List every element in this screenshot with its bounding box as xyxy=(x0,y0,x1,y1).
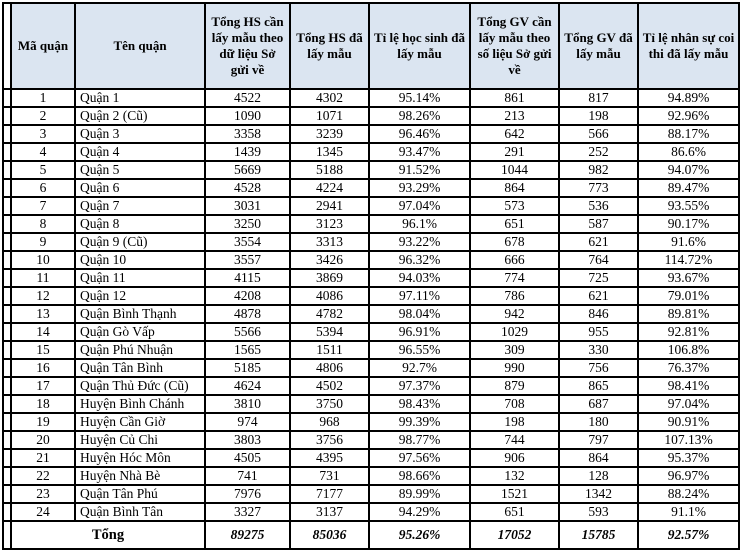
cell-ti-le-gv: 76.37% xyxy=(638,359,739,377)
cell-tong-hs-da: 4502 xyxy=(290,377,369,395)
cell-ten-quan: Quận 12 xyxy=(75,287,205,305)
cell-tong-hs-da: 5188 xyxy=(290,161,369,179)
cell-tong-gv-da: 725 xyxy=(559,269,638,287)
cell-tong-hs-can: 3554 xyxy=(205,233,290,251)
cell-ma-quan: 4 xyxy=(11,143,75,161)
sampling-results-table xyxy=(2,2,740,550)
table-row xyxy=(3,215,739,233)
cell-tong-gv-da: 593 xyxy=(559,503,638,521)
cell-tong-gv-can: 906 xyxy=(470,449,559,467)
cropped-left-column-cell xyxy=(3,143,11,161)
total-hs-rate: 95.26% xyxy=(369,521,470,549)
cell-ti-le-gv: 94.89% xyxy=(638,89,739,107)
cell-ti-le-gv: 93.67% xyxy=(638,269,739,287)
cell-ti-le-hs: 99.39% xyxy=(369,413,470,431)
cell-ti-le-hs: 93.47% xyxy=(369,143,470,161)
cell-ti-le-gv: 96.97% xyxy=(638,467,739,485)
cell-ti-le-gv: 92.81% xyxy=(638,323,739,341)
cell-ti-le-hs: 98.04% xyxy=(369,305,470,323)
cell-tong-gv-da: 687 xyxy=(559,395,638,413)
cell-ti-le-hs: 98.77% xyxy=(369,431,470,449)
cell-ti-le-gv: 88.24% xyxy=(638,485,739,503)
cell-tong-hs-da: 968 xyxy=(290,413,369,431)
table-header xyxy=(3,3,739,89)
header-ti-le-nhan-su: Tỉ lệ nhân sự coi thi đã lấy mẫu xyxy=(638,3,739,89)
table-row xyxy=(3,413,739,431)
cell-ti-le-gv: 91.6% xyxy=(638,233,739,251)
table-row xyxy=(3,197,739,215)
cell-ti-le-hs: 98.43% xyxy=(369,395,470,413)
cell-ma-quan: 11 xyxy=(11,269,75,287)
cell-tong-gv-da: 797 xyxy=(559,431,638,449)
table-footer xyxy=(3,521,739,549)
cropped-left-column-cell xyxy=(3,521,11,549)
cell-ti-le-gv: 86.6% xyxy=(638,143,739,161)
total-label: Tổng xyxy=(11,521,205,549)
cell-tong-gv-can: 573 xyxy=(470,197,559,215)
cell-tong-gv-can: 678 xyxy=(470,233,559,251)
table-row xyxy=(3,359,739,377)
header-row xyxy=(3,3,739,89)
cell-tong-gv-can: 744 xyxy=(470,431,559,449)
cropped-left-column-cell xyxy=(3,125,11,143)
cell-ma-quan: 15 xyxy=(11,341,75,359)
cell-tong-gv-can: 666 xyxy=(470,251,559,269)
cell-tong-hs-can: 4624 xyxy=(205,377,290,395)
cell-ma-quan: 8 xyxy=(11,215,75,233)
total-gv-target: 17052 xyxy=(470,521,559,549)
table-row xyxy=(3,431,739,449)
cell-tong-hs-da: 4302 xyxy=(290,89,369,107)
cell-ti-le-gv: 79.01% xyxy=(638,287,739,305)
cell-ma-quan: 18 xyxy=(11,395,75,413)
cell-ti-le-gv: 92.96% xyxy=(638,107,739,125)
cell-ti-le-hs: 97.37% xyxy=(369,377,470,395)
cropped-left-column-cell xyxy=(3,179,11,197)
header-tong-hs-da-lay-mau: Tổng HS đã lấy mẫu xyxy=(290,3,369,89)
cell-tong-hs-can: 1565 xyxy=(205,341,290,359)
cropped-left-column-cell xyxy=(3,503,11,521)
cropped-left-column-cell xyxy=(3,305,11,323)
cell-tong-hs-can: 4505 xyxy=(205,449,290,467)
cell-ti-le-gv: 90.91% xyxy=(638,413,739,431)
cropped-left-column-cell xyxy=(3,161,11,179)
cropped-left-column-cell xyxy=(3,485,11,503)
cropped-left-column-cell xyxy=(3,89,11,107)
cell-ti-le-hs: 94.29% xyxy=(369,503,470,521)
cell-ten-quan: Quận 5 xyxy=(75,161,205,179)
cell-ti-le-hs: 96.91% xyxy=(369,323,470,341)
cropped-left-column-cell xyxy=(3,395,11,413)
cell-ti-le-gv: 93.55% xyxy=(638,197,739,215)
cell-tong-hs-da: 731 xyxy=(290,467,369,485)
cell-tong-hs-can: 3358 xyxy=(205,125,290,143)
cell-tong-gv-da: 252 xyxy=(559,143,638,161)
cell-ten-quan: Quận 3 xyxy=(75,125,205,143)
cell-ten-quan: Huyện Hóc Môn xyxy=(75,449,205,467)
cell-tong-gv-da: 536 xyxy=(559,197,638,215)
cell-tong-gv-da: 330 xyxy=(559,341,638,359)
table-row xyxy=(3,341,739,359)
total-hs-sampled: 85036 xyxy=(290,521,369,549)
table-row xyxy=(3,233,739,251)
cell-ten-quan: Huyện Bình Chánh xyxy=(75,395,205,413)
cell-ma-quan: 23 xyxy=(11,485,75,503)
cell-tong-hs-da: 4782 xyxy=(290,305,369,323)
cell-tong-hs-da: 4806 xyxy=(290,359,369,377)
total-gv-rate: 92.57% xyxy=(638,521,739,549)
cell-tong-gv-can: 708 xyxy=(470,395,559,413)
cell-ma-quan: 20 xyxy=(11,431,75,449)
table-row xyxy=(3,323,739,341)
cell-ti-le-hs: 96.55% xyxy=(369,341,470,359)
cell-ten-quan: Quận 9 (Cũ) xyxy=(75,233,205,251)
cell-ten-quan: Quận 10 xyxy=(75,251,205,269)
cell-tong-gv-can: 651 xyxy=(470,503,559,521)
cell-tong-gv-can: 1029 xyxy=(470,323,559,341)
cell-tong-hs-can: 1090 xyxy=(205,107,290,125)
cropped-left-column-cell xyxy=(3,233,11,251)
cropped-left-column-cell xyxy=(3,413,11,431)
cell-ma-quan: 7 xyxy=(11,197,75,215)
table-row xyxy=(3,179,739,197)
cell-ten-quan: Quận Bình Thạnh xyxy=(75,305,205,323)
cell-ti-le-hs: 97.56% xyxy=(369,449,470,467)
cell-tong-gv-can: 774 xyxy=(470,269,559,287)
cell-ma-quan: 1 xyxy=(11,89,75,107)
cell-tong-hs-da: 5394 xyxy=(290,323,369,341)
cell-tong-gv-da: 621 xyxy=(559,287,638,305)
cropped-left-column-cell xyxy=(3,197,11,215)
cropped-left-column-cell xyxy=(3,251,11,269)
cell-tong-hs-da: 1345 xyxy=(290,143,369,161)
table-row xyxy=(3,143,739,161)
cell-tong-hs-can: 4878 xyxy=(205,305,290,323)
cell-tong-gv-da: 1342 xyxy=(559,485,638,503)
cell-ma-quan: 5 xyxy=(11,161,75,179)
cell-tong-hs-can: 3031 xyxy=(205,197,290,215)
cell-tong-hs-can: 3803 xyxy=(205,431,290,449)
cell-ma-quan: 3 xyxy=(11,125,75,143)
table-row xyxy=(3,287,739,305)
cell-ma-quan: 16 xyxy=(11,359,75,377)
cropped-left-column-cell xyxy=(3,215,11,233)
table-row xyxy=(3,467,739,485)
cell-ma-quan: 17 xyxy=(11,377,75,395)
cell-ten-quan: Quận Bình Tân xyxy=(75,503,205,521)
cell-tong-gv-can: 879 xyxy=(470,377,559,395)
cell-tong-hs-can: 3250 xyxy=(205,215,290,233)
cell-ti-le-hs: 89.99% xyxy=(369,485,470,503)
cell-tong-hs-can: 5669 xyxy=(205,161,290,179)
cell-tong-hs-can: 5566 xyxy=(205,323,290,341)
header-ti-le-hoc-sinh: Tỉ lệ học sinh đã lấy mẫu xyxy=(369,3,470,89)
cell-tong-hs-da: 3756 xyxy=(290,431,369,449)
cell-ti-le-hs: 96.1% xyxy=(369,215,470,233)
cell-tong-gv-can: 132 xyxy=(470,467,559,485)
cell-tong-gv-can: 1521 xyxy=(470,485,559,503)
cell-ten-quan: Quận Phú Nhuận xyxy=(75,341,205,359)
header-ma-quan: Mã quận xyxy=(11,3,75,89)
cell-tong-gv-can: 291 xyxy=(470,143,559,161)
cell-ma-quan: 22 xyxy=(11,467,75,485)
cell-tong-gv-da: 864 xyxy=(559,449,638,467)
cell-ti-le-gv: 95.37% xyxy=(638,449,739,467)
total-gv-sampled: 15785 xyxy=(559,521,638,549)
cell-tong-gv-can: 213 xyxy=(470,107,559,125)
cell-tong-hs-can: 1439 xyxy=(205,143,290,161)
cell-ti-le-hs: 95.14% xyxy=(369,89,470,107)
cell-ti-le-gv: 89.47% xyxy=(638,179,739,197)
header-tong-gv-da-lay-mau: Tổng GV đã lấy mẫu xyxy=(559,3,638,89)
cell-ten-quan: Quận 4 xyxy=(75,143,205,161)
table-row xyxy=(3,125,739,143)
cell-tong-hs-da: 4086 xyxy=(290,287,369,305)
cell-tong-gv-da: 128 xyxy=(559,467,638,485)
cell-ten-quan: Quận 1 xyxy=(75,89,205,107)
cell-tong-gv-da: 180 xyxy=(559,413,638,431)
table-row xyxy=(3,503,739,521)
cropped-left-column-cell xyxy=(3,449,11,467)
cell-ti-le-gv: 97.04% xyxy=(638,395,739,413)
cell-ten-quan: Huyện Nhà Bè xyxy=(75,467,205,485)
table-body xyxy=(3,89,739,521)
cropped-left-column-cell xyxy=(3,107,11,125)
table-row xyxy=(3,377,739,395)
cropped-left-column-cell xyxy=(3,467,11,485)
cell-ten-quan: Quận 6 xyxy=(75,179,205,197)
table-row xyxy=(3,485,739,503)
cell-ten-quan: Quận 7 xyxy=(75,197,205,215)
header-tong-hs-can-lay-mau: Tổng HS cần lấy mẫu theo dữ liệu Sở gửi về xyxy=(205,3,290,89)
cell-tong-gv-da: 955 xyxy=(559,323,638,341)
total-row xyxy=(3,521,739,549)
cell-ti-le-hs: 92.7% xyxy=(369,359,470,377)
cell-ma-quan: 14 xyxy=(11,323,75,341)
cell-tong-hs-can: 4528 xyxy=(205,179,290,197)
cell-tong-hs-can: 7976 xyxy=(205,485,290,503)
cell-ten-quan: Quận Tân Bình xyxy=(75,359,205,377)
cell-ti-le-gv: 88.17% xyxy=(638,125,739,143)
cell-tong-gv-da: 621 xyxy=(559,233,638,251)
cropped-left-column-cell xyxy=(3,269,11,287)
cell-tong-gv-can: 864 xyxy=(470,179,559,197)
cropped-left-column-cell xyxy=(3,3,11,89)
cell-ma-quan: 6 xyxy=(11,179,75,197)
cell-ma-quan: 24 xyxy=(11,503,75,521)
cell-tong-hs-da: 4224 xyxy=(290,179,369,197)
cell-ti-le-gv: 94.07% xyxy=(638,161,739,179)
cell-tong-gv-can: 309 xyxy=(470,341,559,359)
table-row xyxy=(3,269,739,287)
cell-tong-hs-da: 4395 xyxy=(290,449,369,467)
cell-ti-le-hs: 96.46% xyxy=(369,125,470,143)
cell-tong-gv-can: 861 xyxy=(470,89,559,107)
cell-ti-le-hs: 98.66% xyxy=(369,467,470,485)
cell-ten-quan: Quận Tân Phú xyxy=(75,485,205,503)
cell-ma-quan: 13 xyxy=(11,305,75,323)
cell-tong-hs-can: 4522 xyxy=(205,89,290,107)
header-ten-quan: Tên quận xyxy=(75,3,205,89)
cell-ti-le-hs: 98.26% xyxy=(369,107,470,125)
cell-ma-quan: 19 xyxy=(11,413,75,431)
cell-ti-le-hs: 97.04% xyxy=(369,197,470,215)
total-hs-target: 89275 xyxy=(205,521,290,549)
cell-tong-hs-da: 1511 xyxy=(290,341,369,359)
cell-tong-gv-can: 1044 xyxy=(470,161,559,179)
cell-ti-le-gv: 107.13% xyxy=(638,431,739,449)
cell-ti-le-hs: 94.03% xyxy=(369,269,470,287)
cell-tong-hs-da: 2941 xyxy=(290,197,369,215)
cropped-left-column-cell xyxy=(3,359,11,377)
table-row xyxy=(3,395,739,413)
cropped-left-column-cell xyxy=(3,287,11,305)
cell-ten-quan: Huyện Củ Chi xyxy=(75,431,205,449)
cell-tong-gv-can: 990 xyxy=(470,359,559,377)
cell-tong-hs-can: 974 xyxy=(205,413,290,431)
cell-ten-quan: Quận 11 xyxy=(75,269,205,287)
table-row xyxy=(3,449,739,467)
cell-tong-gv-da: 865 xyxy=(559,377,638,395)
cell-tong-hs-da: 3123 xyxy=(290,215,369,233)
cell-tong-hs-da: 3313 xyxy=(290,233,369,251)
cell-tong-hs-can: 3557 xyxy=(205,251,290,269)
cell-tong-hs-da: 3750 xyxy=(290,395,369,413)
cell-ten-quan: Quận 8 xyxy=(75,215,205,233)
cell-tong-gv-can: 198 xyxy=(470,413,559,431)
cell-tong-gv-da: 764 xyxy=(559,251,638,269)
cell-tong-hs-can: 3327 xyxy=(205,503,290,521)
cell-tong-gv-can: 651 xyxy=(470,215,559,233)
cell-tong-hs-da: 1071 xyxy=(290,107,369,125)
cell-ti-le-hs: 97.11% xyxy=(369,287,470,305)
cell-tong-gv-da: 587 xyxy=(559,215,638,233)
cropped-left-column-cell xyxy=(3,323,11,341)
cell-tong-hs-da: 7177 xyxy=(290,485,369,503)
cropped-left-column-cell xyxy=(3,341,11,359)
cell-tong-hs-can: 3810 xyxy=(205,395,290,413)
cell-ma-quan: 9 xyxy=(11,233,75,251)
header-tong-gv-can-lay-mau: Tổng GV cần lấy mẫu theo số liệu Sở gửi về xyxy=(470,3,559,89)
cell-tong-gv-da: 198 xyxy=(559,107,638,125)
table-row xyxy=(3,89,739,107)
cell-tong-hs-can: 4208 xyxy=(205,287,290,305)
cell-tong-gv-da: 982 xyxy=(559,161,638,179)
cell-tong-hs-can: 5185 xyxy=(205,359,290,377)
cell-tong-hs-da: 3239 xyxy=(290,125,369,143)
cell-ti-le-hs: 91.52% xyxy=(369,161,470,179)
cell-tong-hs-can: 741 xyxy=(205,467,290,485)
cell-ma-quan: 21 xyxy=(11,449,75,467)
cell-ti-le-gv: 114.72% xyxy=(638,251,739,269)
cell-ti-le-gv: 106.8% xyxy=(638,341,739,359)
cell-ti-le-hs: 96.32% xyxy=(369,251,470,269)
cell-tong-hs-da: 3426 xyxy=(290,251,369,269)
cell-ti-le-hs: 93.22% xyxy=(369,233,470,251)
cell-tong-gv-can: 786 xyxy=(470,287,559,305)
cell-tong-gv-can: 942 xyxy=(470,305,559,323)
cell-tong-gv-can: 642 xyxy=(470,125,559,143)
cell-ma-quan: 2 xyxy=(11,107,75,125)
cell-ten-quan: Quận 2 (Cũ) xyxy=(75,107,205,125)
cell-ti-le-hs: 93.29% xyxy=(369,179,470,197)
table-row xyxy=(3,107,739,125)
cell-tong-hs-da: 3869 xyxy=(290,269,369,287)
cell-ma-quan: 10 xyxy=(11,251,75,269)
cell-ten-quan: Quận Gò Vấp xyxy=(75,323,205,341)
cell-tong-gv-da: 566 xyxy=(559,125,638,143)
cell-ma-quan: 12 xyxy=(11,287,75,305)
table-row xyxy=(3,305,739,323)
cropped-left-column-cell xyxy=(3,431,11,449)
cell-tong-gv-da: 756 xyxy=(559,359,638,377)
cell-tong-gv-da: 773 xyxy=(559,179,638,197)
cell-ti-le-gv: 89.81% xyxy=(638,305,739,323)
table-row xyxy=(3,251,739,269)
cropped-left-column-cell xyxy=(3,377,11,395)
cell-tong-gv-da: 846 xyxy=(559,305,638,323)
cell-ti-le-gv: 98.41% xyxy=(638,377,739,395)
cell-ti-le-gv: 90.17% xyxy=(638,215,739,233)
cell-tong-hs-da: 3137 xyxy=(290,503,369,521)
cell-tong-gv-da: 817 xyxy=(559,89,638,107)
table-row xyxy=(3,161,739,179)
cell-ti-le-gv: 91.1% xyxy=(638,503,739,521)
cell-ten-quan: Huyện Cần Giờ xyxy=(75,413,205,431)
cell-ten-quan: Quận Thủ Đức (Cũ) xyxy=(75,377,205,395)
cell-tong-hs-can: 4115 xyxy=(205,269,290,287)
